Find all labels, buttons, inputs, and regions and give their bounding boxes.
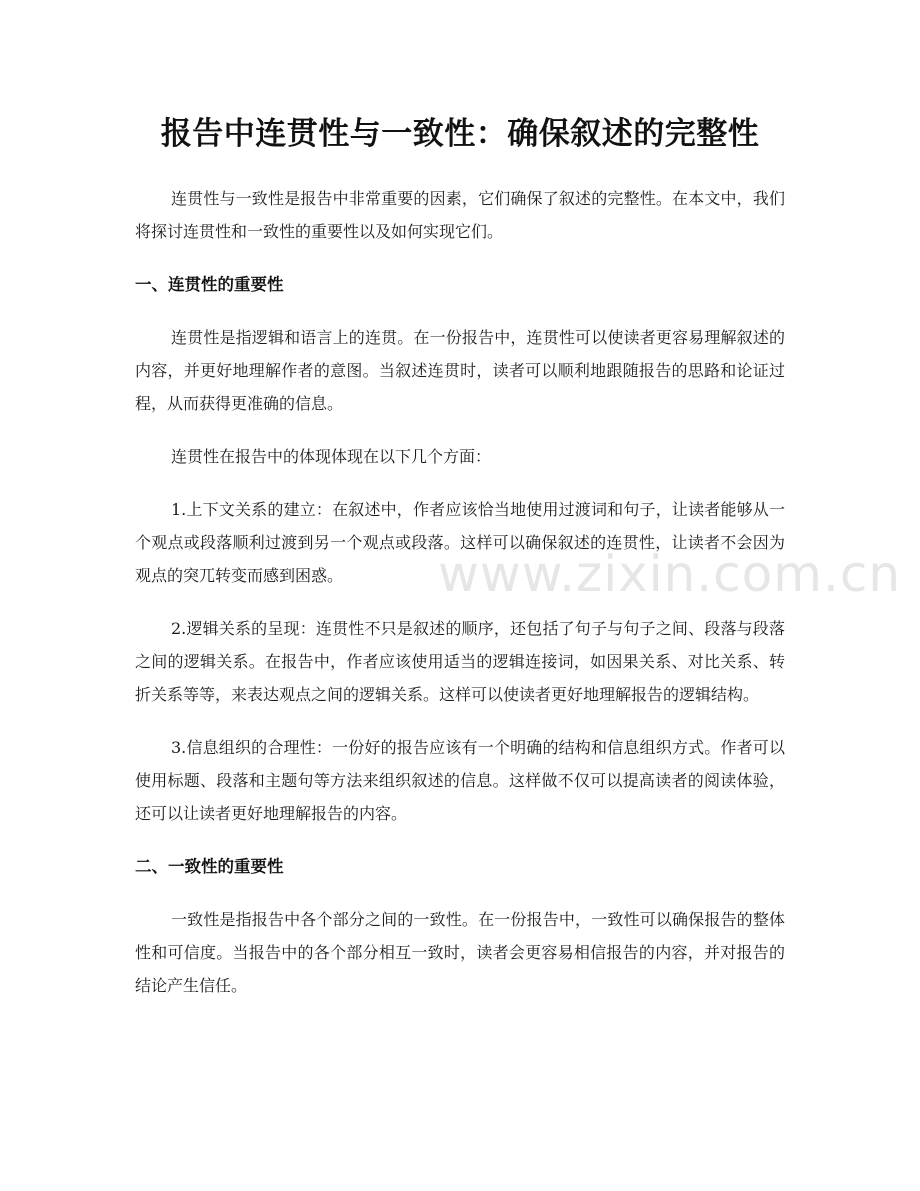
section-heading-coherence: 一、连贯性的重要性: [135, 275, 284, 294]
coherence-item-logic: 2.逻辑关系的呈现：连贯性不只是叙述的顺序，还包括了句子与句子之间、段落与段落之间的逻辑关系。在报告中，作者应该使用适当的逻辑连接词，如因果关系、对比关系、转折关系等等，来表达观点之间的逻辑关系。这样可以使读者更好地理解报告的逻辑结构。: [135, 619, 785, 704]
consistency-paragraph-definition: 一致性是指报告中各个部分之间的一致性。在一份报告中，一致性可以确保报告的整体性和可信度。当报告中的各个部分相互一致时，读者会更容易相信报告的内容，并对报告的结论产生信任。: [135, 910, 785, 995]
document-body: [135, 182, 785, 1022]
coherence-paragraph-definition: 连贯性是指逻辑和语言上的连贯。在一份报告中，连贯性可以使读者更容易理解叙述的内容，并更好地理解作者的意图。当叙述连贯时，读者可以顺利地跟随报告的思路和论证过程，从而获得更准确的信息。: [135, 328, 785, 413]
intro-paragraph: 连贯性与一致性是报告中非常重要的因素，它们确保了叙述的完整性。在本文中，我们将探讨连贯性和一致性的重要性以及如何实现它们。: [135, 189, 785, 241]
page-title: 报告中连贯性与一致性：确保叙述的完整性: [160, 116, 760, 152]
coherence-paragraph-aspects: 连贯性在报告中的体现体现在以下几个方面：: [171, 447, 492, 466]
section-heading-consistency: 二、一致性的重要性: [135, 857, 284, 876]
coherence-item-context: 1.上下文关系的建立：在叙述中，作者应该恰当地使用过渡词和句子，让读者能够从一个观点或段落顺利过渡到另一个观点或段落。这样可以确保叙述的连贯性，让读者不会因为观点的突兀转变而感到困惑。: [135, 500, 785, 585]
watermark: www.zixin.com.cn: [438, 545, 902, 603]
coherence-item-organization: 3.信息组织的合理性：一份好的报告应该有一个明确的结构和信息组织方式。作者可以使用标题、段落和主题句等方法来组织叙述的信息。这样做不仅可以提高读者的阅读体验，还可以让读者更好地理解报告的内容。: [135, 738, 785, 823]
